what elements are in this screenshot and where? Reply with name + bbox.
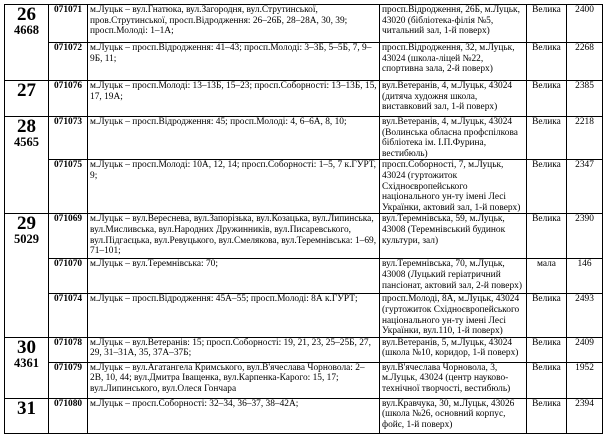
district-code: 4361 <box>14 355 39 370</box>
district-group-cell <box>5 214 49 337</box>
district-group-cell <box>5 81 49 117</box>
district-number: 30 <box>17 337 36 358</box>
station-size: Велика <box>527 5 567 43</box>
district-number: 27 <box>17 80 36 101</box>
table-row <box>5 117 603 160</box>
district-code: 5029 <box>14 232 39 247</box>
voter-count: 2409 <box>567 337 603 362</box>
station-size: мала <box>527 259 567 294</box>
station-code: 071070 <box>49 259 88 294</box>
station-code: 071069 <box>49 214 88 259</box>
table-row <box>5 214 603 259</box>
voter-count: 2400 <box>567 5 603 43</box>
station-size: Велика <box>527 337 567 362</box>
station-code: 071076 <box>49 81 88 117</box>
station-address: вул.В'ячеслава Чорновола, 3, м.Луцьк, 43024 (центр науково-технічної творчості, вестибюль) <box>380 362 527 398</box>
station-size: Велика <box>527 398 567 433</box>
table-row <box>5 5 603 43</box>
station-address: вул.Ветеранів, 4, м.Луцьк, 43024 (Волинська обласна профспілкова бібліотека ім. І.П.Фурина, вестибюль) <box>380 117 527 160</box>
voter-count: 2385 <box>567 81 603 117</box>
station-streets: м.Луцьк – просп.Молоді: 13–13Б, 15–23; просп.Соборності: 13–13Б, 15, 17, 19А; <box>88 81 380 117</box>
station-size: Велика <box>527 81 567 117</box>
station-streets: м.Луцьк – вул.Гнатюка, вул.Загородня, вул.Струтинської, пров.Струтинської, просп.Відродження: 26–26Б, 28–28А, 30, 39; просп.Молоді: 1–1А; <box>88 5 380 43</box>
station-code: 071078 <box>49 337 88 362</box>
station-size: Велика <box>527 214 567 259</box>
station-size: Велика <box>527 362 567 398</box>
station-address: просп.Відродження, 32, м.Луцьк, 43024 (школа-ліцей №22, спортивна зала, 2-й поверх) <box>380 43 527 81</box>
district-group-cell <box>5 337 49 398</box>
table-row <box>5 81 603 117</box>
station-code: 071079 <box>49 362 88 398</box>
table-row <box>5 337 603 362</box>
station-streets: м.Луцьк – просп.Соборності: 32–34, 36–37, 38–42А; <box>88 398 380 433</box>
station-size: Велика <box>527 43 567 81</box>
table-row <box>5 43 603 81</box>
table-row <box>5 160 603 214</box>
station-streets: м.Луцьк – просп.Молоді: 10А, 12, 14; просп.Соборності: 1–5, 7 к.ГУРТ, 9; <box>88 160 380 214</box>
district-code: 4668 <box>14 23 39 37</box>
station-address: вул.Ветеранів, 5, м.Луцьк, 43024 (школа №10, коридор, 1-й поверх) <box>380 337 527 362</box>
station-address: просп.Відродження, 26Б, м.Луцьк, 43020 (бібліотека-філія №5, читальний зал, 1-й поверх) <box>380 5 527 43</box>
station-code: 071080 <box>49 398 88 433</box>
station-address: вул.Кравчука, 30, м.Луцьк, 43026 (школа №26, основний корпус, фойє, 1-й поверх) <box>380 398 527 433</box>
station-code: 071075 <box>49 160 88 214</box>
voter-count: 2218 <box>567 117 603 160</box>
station-address: вул.Теремнівська, 59, м.Луцьк, 43008 (Теремнівський будинок культури, зал) <box>380 214 527 259</box>
table-row <box>5 398 603 433</box>
district-group-cell <box>5 117 49 214</box>
polling-stations-table <box>4 4 603 434</box>
station-streets: м.Луцьк – просп.Відродження: 41–43; просп.Молоді: 3–3Б, 5–5Б, 7, 9–9Б, 11; <box>88 43 380 81</box>
station-code: 071072 <box>49 43 88 81</box>
district-number: 28 <box>17 116 36 137</box>
district-code: 4565 <box>14 135 39 149</box>
voter-count: 146 <box>567 259 603 294</box>
table-row <box>5 362 603 398</box>
station-size: Велика <box>527 117 567 160</box>
voter-count: 1952 <box>567 362 603 398</box>
district-group-cell <box>5 398 49 433</box>
voter-count: 2347 <box>567 160 603 214</box>
table-row <box>5 294 603 337</box>
station-address: просп.Соборності, 7, м.Луцьк, 43024 (гуртожиток Східноєвропейського національного ун-ту імені Лесі Українки, актовий зал, 1-й поверх) <box>380 160 527 214</box>
station-code: 071074 <box>49 294 88 337</box>
station-streets: м.Луцьк – вул.Ветеранів: 15; просп.Соборності: 19, 21, 23, 25–25Б, 27, 29, 31–31А, 35, 37А–37Б; <box>88 337 380 362</box>
station-streets: м.Луцьк – вул.Агатангела Кримського, вул.В'ячеслава Чорновола: 2–2В, 10, 44; вул.Дмитра Іващенка, вул.Карпенка-Карого: 15, 17; вул.Липинського, вул.Олеся Гончара <box>88 362 380 398</box>
district-number: 29 <box>17 213 36 235</box>
station-size: Велика <box>527 160 567 214</box>
station-address: просп.Молоді, 8А, м.Луцьк, 43024 (гуртожиток Східноєвропейського національного ун-ту імені Лесі Українки, вул.110, 1-й поверх) <box>380 294 527 337</box>
district-number: 26 <box>17 4 36 25</box>
station-address: вул.Ветеранів, 4, м.Луцьк, 43024 (дитяча художня школа, виставковий зал, 1-й поверх) <box>380 81 527 117</box>
station-streets: м.Луцьк – просп.Відродження: 45; просп.Молоді: 4, 6–6А, 8, 10; <box>88 117 380 160</box>
district-group-cell <box>5 5 49 81</box>
station-code: 071071 <box>49 5 88 43</box>
station-streets: м.Луцьк – вул.Теремнівська: 70; <box>88 259 380 294</box>
table-row <box>5 259 603 294</box>
station-streets: м.Луцьк – вул.Вересневa, вул.Запорізька, вул.Козацька, вул.Липинська, вул.Мисливська, вул.Народних Дружинників, вул.Писаревського, вул.Підгаєцька, вул.Ревуцького, вул.Смелякова, вул.Теремнівська: 1–69, 71–101; <box>88 214 380 259</box>
station-size: Велика <box>527 294 567 337</box>
voter-count: 2394 <box>567 398 603 433</box>
voter-count: 2390 <box>567 214 603 259</box>
voter-count: 2493 <box>567 294 603 337</box>
voter-count: 2268 <box>567 43 603 81</box>
station-streets: м.Луцьк – просп.Відродження: 45А–55; просп.Молоді: 8А к.ГУРТ; <box>88 294 380 337</box>
station-address: вул.Теремнівська, 70, м.Луцьк, 43008 (Луцький геріатричний пансіонат, актовий зал, 2-й поверх) <box>380 259 527 294</box>
station-code: 071073 <box>49 117 88 160</box>
district-number: 31 <box>17 398 36 419</box>
